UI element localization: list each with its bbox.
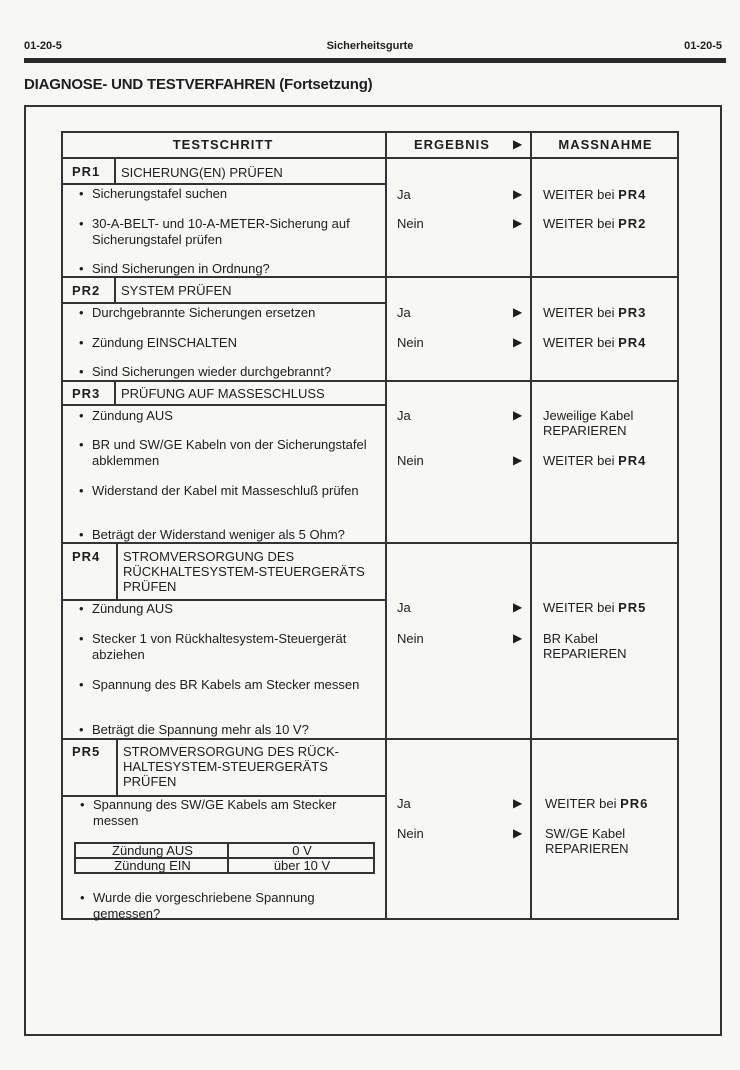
step-link[interactable]: PR4	[618, 187, 647, 202]
step-link[interactable]: PR4	[618, 453, 647, 468]
step-bullet: • Widerstand der Kabel mit Masseschluß prüfen	[79, 483, 359, 498]
step-link[interactable]: PR5	[618, 600, 647, 615]
step-id-divider	[114, 158, 116, 184]
result-action: Jeweilige Kabel REPARIEREN	[543, 408, 634, 438]
arrow-right-icon: ▶	[513, 796, 523, 810]
result-answer: Ja	[397, 600, 411, 615]
row-divider	[61, 738, 679, 740]
result-answer: Nein	[397, 631, 424, 646]
voltage-spec-table	[74, 842, 375, 874]
page-code-left: 01-20-5	[24, 40, 62, 52]
step-title-divider	[61, 183, 386, 185]
arrow-right-icon: ▶	[513, 631, 523, 645]
result-answer: Nein	[397, 453, 424, 468]
result-action: WEITER bei PR5	[543, 600, 647, 615]
step-id: PR1	[72, 164, 101, 179]
page-code-right: 01-20-5	[684, 40, 722, 52]
column-header-massnahme: MASSNAHME	[558, 137, 653, 152]
bullet-icon: •	[79, 722, 84, 737]
page-header-title: Sicherheitsgurte	[326, 40, 414, 52]
step-bullet: • Spannung des SW/GE Kabels am Stecker messen	[80, 797, 337, 828]
step-title: SICHERUNG(EN) PRÜFEN	[121, 165, 283, 180]
bullet-icon: •	[79, 527, 84, 542]
bullet-icon: •	[79, 408, 84, 423]
result-action: WEITER bei PR3	[543, 305, 647, 320]
arrow-right-icon: ▶	[513, 600, 523, 614]
step-link[interactable]: PR4	[618, 335, 647, 350]
arrow-right-icon: ▶	[513, 187, 523, 201]
result-answer: Ja	[397, 796, 411, 811]
step-bullet: • Spannung des BR Kabels am Stecker messen	[79, 677, 360, 692]
bullet-icon: •	[79, 437, 84, 452]
step-title-divider	[61, 302, 386, 304]
arrow-right-icon: ▶	[513, 305, 523, 319]
step-id: PR5	[72, 744, 101, 759]
row-divider	[61, 380, 679, 382]
result-action: WEITER bei PR4	[543, 187, 647, 202]
result-answer: Nein	[397, 335, 424, 350]
step-id: PR2	[72, 283, 101, 298]
step-id-divider	[114, 381, 116, 405]
result-action: WEITER bei PR4	[543, 335, 647, 350]
column-divider	[385, 131, 387, 920]
step-title: STROMVERSORGUNG DES RÜCKHALTESYSTEM-STEUERGERÄTS PRÜFEN	[123, 549, 365, 594]
step-bullet: • Wurde die vorgeschriebene Spannung gemessen?	[80, 890, 315, 921]
bullet-icon: •	[79, 364, 84, 379]
result-action: BR Kabel REPARIEREN	[543, 631, 627, 661]
result-action: WEITER bei PR6	[545, 796, 649, 811]
bullet-icon: •	[79, 186, 84, 201]
step-id-divider	[116, 543, 118, 600]
bullet-icon: •	[79, 335, 84, 350]
step-link[interactable]: PR2	[618, 216, 647, 231]
step-bullet: • Zündung AUS	[79, 601, 173, 616]
step-title: PRÜFUNG AUF MASSESCHLUSS	[121, 386, 325, 401]
result-answer: Ja	[397, 408, 411, 423]
step-bullet: • Durchgebrannte Sicherungen ersetzen	[79, 305, 316, 320]
arrow-right-icon: ▶	[513, 335, 523, 349]
column-divider	[530, 131, 532, 920]
spec-row: Zündung EIN über 10 V	[114, 858, 331, 873]
row-divider	[61, 276, 679, 278]
step-id-divider	[114, 277, 116, 303]
result-answer: Nein	[397, 826, 424, 841]
bullet-icon: •	[79, 261, 84, 276]
step-bullet: • Beträgt die Spannung mehr als 10 V?	[79, 722, 309, 737]
step-id: PR4	[72, 549, 101, 564]
step-bullet: • Beträgt der Widerstand weniger als 5 Ohm?	[79, 527, 345, 542]
bullet-icon: •	[80, 890, 85, 905]
bullet-icon: •	[79, 483, 84, 498]
bullet-icon: •	[79, 305, 84, 320]
bullet-icon: •	[79, 216, 84, 231]
bullet-icon: •	[79, 601, 84, 616]
arrow-right-icon: ▶	[513, 826, 523, 840]
row-divider	[61, 157, 679, 159]
step-bullet: • Sind Sicherungen in Ordnung?	[79, 261, 270, 276]
row-divider	[61, 542, 679, 544]
step-bullet: • Sind Sicherungen wieder durchgebrannt?	[79, 364, 332, 379]
step-bullet: • Stecker 1 von Rückhaltesystem-Steuergerät abziehen	[79, 631, 347, 662]
column-header-ergebnis: ERGEBNIS	[414, 137, 490, 152]
step-title: STROMVERSORGUNG DES RÜCK- HALTESYSTEM-STEUERGERÄTS PRÜFEN	[123, 744, 339, 789]
step-link[interactable]: PR3	[618, 305, 647, 320]
section-title: DIAGNOSE- UND TESTVERFAHREN (Fortsetzung)	[24, 76, 373, 93]
arrow-right-icon: ▶	[513, 137, 523, 151]
step-bullet: • Zündung AUS	[79, 408, 173, 423]
step-bullet: • 30-A-BELT- und 10-A-METER-Sicherung auf Sicherungstafel prüfen	[79, 216, 350, 247]
arrow-right-icon: ▶	[513, 408, 523, 422]
step-id: PR3	[72, 386, 101, 401]
header-rule	[24, 58, 726, 63]
bullet-icon: •	[79, 677, 84, 692]
result-action: WEITER bei PR2	[543, 216, 647, 231]
step-link[interactable]: PR6	[620, 796, 649, 811]
result-action: SW/GE Kabel REPARIEREN	[545, 826, 629, 856]
step-title-divider	[61, 404, 386, 406]
result-action: WEITER bei PR4	[543, 453, 647, 468]
step-bullet: • Zündung EINSCHALTEN	[79, 335, 237, 350]
bullet-icon: •	[80, 797, 85, 812]
result-answer: Nein	[397, 216, 424, 231]
column-header-testschritt: TESTSCHRITT	[172, 137, 274, 152]
arrow-right-icon: ▶	[513, 453, 523, 467]
step-id-divider	[116, 739, 118, 796]
step-title: SYSTEM PRÜFEN	[121, 283, 232, 298]
spec-row: Zündung AUS 0 V	[112, 843, 312, 858]
step-bullet: • BR und SW/GE Kabeln von der Sicherungstafel abklemmen	[79, 437, 367, 468]
result-answer: Ja	[397, 187, 411, 202]
step-bullet: • Sicherungstafel suchen	[79, 186, 228, 201]
bullet-icon: •	[79, 631, 84, 646]
result-answer: Ja	[397, 305, 411, 320]
arrow-right-icon: ▶	[513, 216, 523, 230]
